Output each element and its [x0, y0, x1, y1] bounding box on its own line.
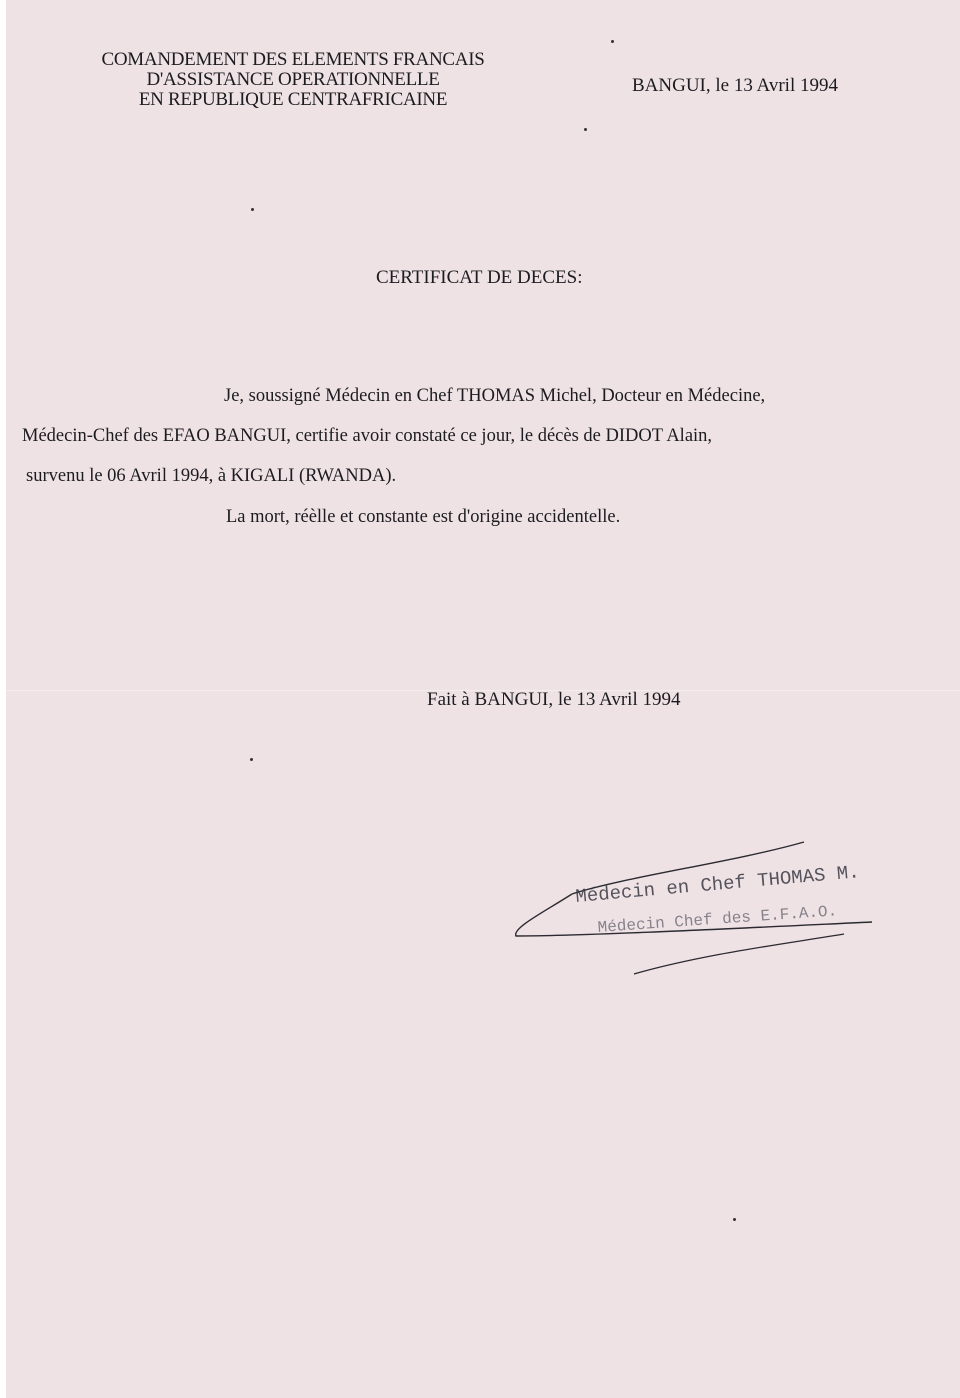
- signature-stamp: [504, 832, 884, 982]
- paper-speck: [584, 128, 587, 131]
- body-line-3: survenu le 06 Avril 1994, à KIGALI (RWANDA).: [26, 466, 397, 486]
- certificate-page: [6, 0, 960, 1398]
- body-line-2: Médecin-Chef des EFAO BANGUI, certifie avoir constaté ce jour, le décès de DIDOT Alain,: [22, 426, 713, 446]
- stamp-line-1: Médecin en Chef THOMAS M.: [574, 861, 861, 908]
- letterhead-line-1: COMANDEMENT DES ELEMENTS FRANCAIS: [101, 49, 485, 70]
- body-line-4: La mort, réèlle et constante est d'origine accidentelle.: [226, 507, 621, 527]
- document-title: CERTIFICAT DE DECES:: [376, 267, 583, 288]
- body-line-1: Je, soussigné Médecin en Chef THOMAS Michel, Docteur en Médecine,: [224, 386, 766, 406]
- letterhead-line-3: EN REPUBLIQUE CENTRAFRICAINE: [138, 89, 448, 110]
- place-date: BANGUI, le 13 Avril 1994: [632, 75, 838, 96]
- stamp-line-2: Médecin Chef des E.F.A.O.: [597, 902, 838, 937]
- signature-place-date: Fait à BANGUI, le 13 Avril 1994: [427, 689, 681, 710]
- paper-speck: [733, 1218, 736, 1221]
- paper-speck: [251, 208, 254, 211]
- letterhead-line-2: D'ASSISTANCE OPERATIONNELLE: [146, 69, 440, 90]
- paper-speck: [611, 40, 614, 43]
- letterhead: [68, 50, 518, 110]
- paper-speck: [250, 758, 253, 761]
